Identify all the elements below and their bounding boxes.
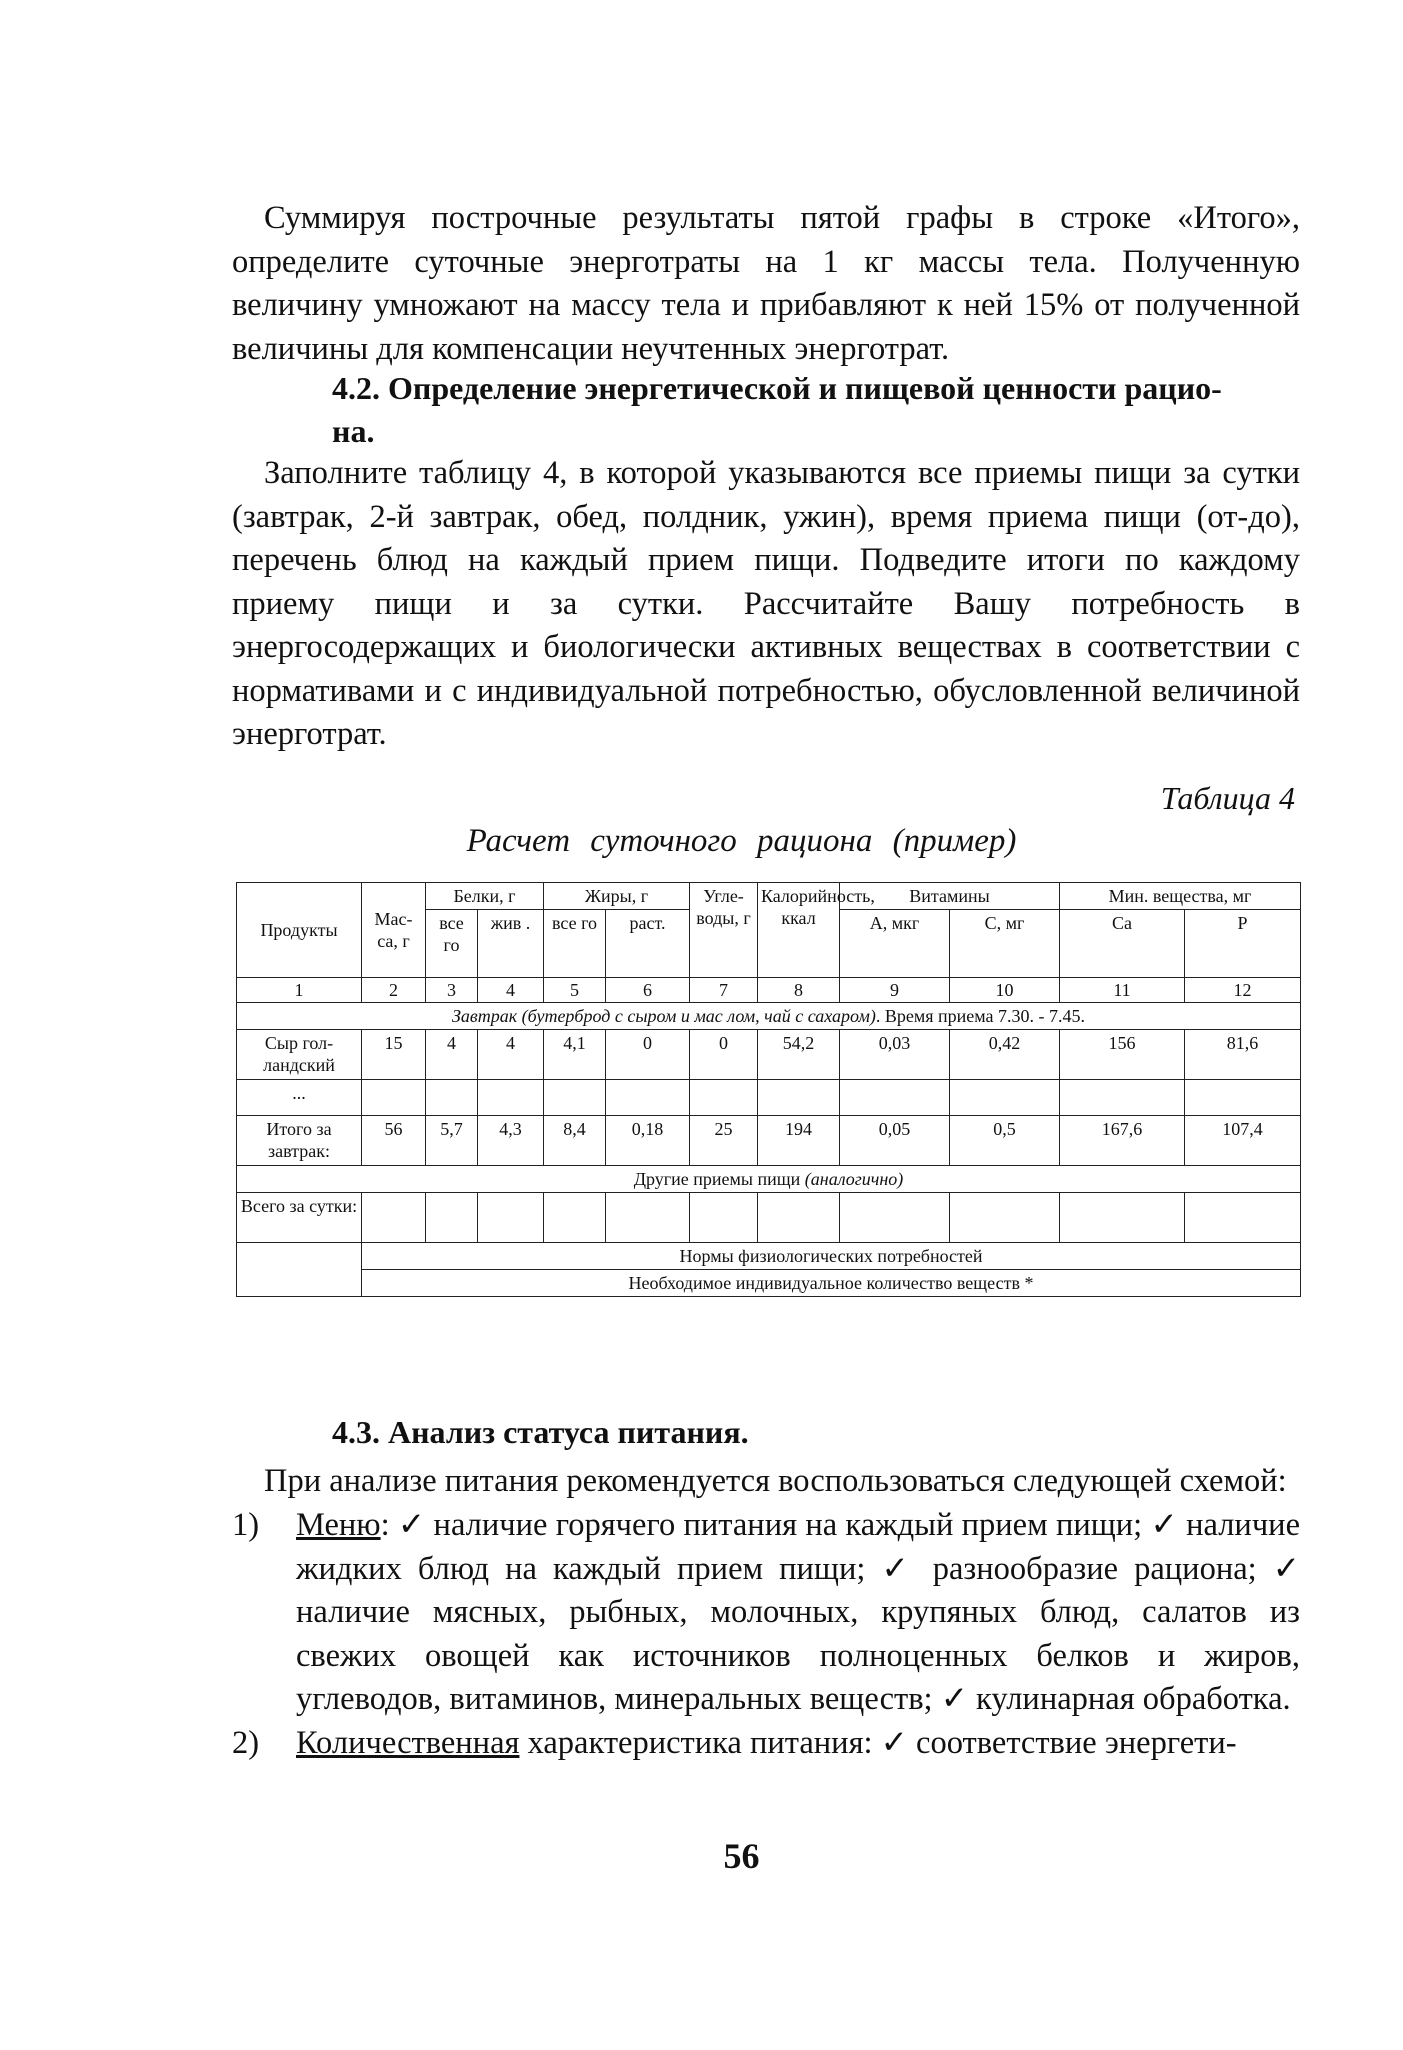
col-num: 9 bbox=[840, 978, 950, 1003]
header-proteins: Белки, г bbox=[426, 883, 544, 910]
cell: 4 bbox=[478, 1030, 544, 1080]
col-num: 6 bbox=[606, 978, 690, 1003]
cell: 56 bbox=[362, 1116, 426, 1166]
cell: 107,4 bbox=[1185, 1116, 1301, 1166]
header-minerals: Мин. вещества, мг bbox=[1060, 883, 1301, 910]
paragraph-2: Заполните таблицу 4, в которой указываются все приемы пищи за сутки (завтрак, 2-й завтрак, обед, полдник, ужин), время приема пищи (от-до), перечень блюд на каждый прием пищи. Подведите итоги по каждому приему пищи и за сутки. Рассчитайте Вашу потребность в энергосодержащих и биологически активных веществах в соответствии с нормативами и с индивидуальной потребностью, обусловленной величиной энерготрат. bbox=[232, 455, 1300, 752]
col-num: 2 bbox=[362, 978, 426, 1003]
cell: Всего за сутки: bbox=[237, 1193, 362, 1243]
norms-row bbox=[237, 1243, 1301, 1270]
individual-caption: Необходимое индивидуальное количество веществ * bbox=[362, 1270, 1301, 1297]
other-meals-caption bbox=[237, 1166, 1301, 1193]
paragraph-1: Суммируя построчные результаты пятой графы в строке «Итого», определите суточные энерготраты на 1 кг массы тела. Полученную величину умножают на массу тела и прибавляют к ней 15% от полученной величины для компенсации неучтенных энерготрат. bbox=[232, 200, 1300, 367]
norms-caption: Нормы физиологических потребностей bbox=[362, 1243, 1301, 1270]
breakfast-time: . Время приема 7.30. - 7.45. bbox=[875, 1006, 1085, 1026]
col-num: 3 bbox=[426, 978, 478, 1003]
header-proteins-animal: жив . bbox=[478, 910, 544, 978]
breakfast-description: Завтрак (бутерброд с сыром и мас лом, чай с сахаром) bbox=[452, 1006, 876, 1026]
header-mass: Мас-са, г bbox=[362, 883, 426, 978]
header-ca: Са bbox=[1060, 910, 1185, 978]
cell: 156 bbox=[1060, 1030, 1185, 1080]
cell: 194 bbox=[758, 1116, 840, 1166]
table-row-cheese bbox=[237, 1030, 1301, 1080]
cell-dots: ... bbox=[237, 1080, 362, 1116]
cell: 5,7 bbox=[426, 1116, 478, 1166]
cell: 25 bbox=[690, 1116, 758, 1166]
other-meals-row bbox=[237, 1166, 1301, 1193]
other-meals-text: Другие приемы пищи bbox=[633, 1169, 801, 1189]
list-item bbox=[232, 1504, 1300, 1722]
cell: 4 bbox=[426, 1030, 478, 1080]
col-num: 11 bbox=[1060, 978, 1185, 1003]
ration-table bbox=[236, 882, 1301, 1297]
list-keyword: Количественная bbox=[296, 1725, 520, 1761]
heading-4-2-line1: 4.2. Определение энергетической и пищевой ценности рацио- bbox=[332, 370, 1222, 406]
paragraph-3: При анализе питания рекомендуется воспользоваться следующей схемой: bbox=[264, 1463, 1287, 1499]
list-body bbox=[296, 1504, 1300, 1722]
list-number: 1) bbox=[232, 1507, 260, 1543]
heading-4-2 bbox=[332, 367, 1292, 453]
header-p: Р bbox=[1185, 910, 1301, 978]
col-num: 4 bbox=[478, 978, 544, 1003]
heading-4-3: 4.3. Анализ статуса питания. bbox=[332, 1414, 749, 1450]
individual-row bbox=[237, 1270, 1301, 1297]
table-row-dots bbox=[237, 1080, 1301, 1116]
header-proteins-total: все го bbox=[426, 910, 478, 978]
col-num: 1 bbox=[237, 978, 362, 1003]
header-fats-plant: раст. bbox=[606, 910, 690, 978]
cell: 0 bbox=[690, 1030, 758, 1080]
header-fats: Жиры, г bbox=[544, 883, 690, 910]
heading-4-2-line2: на. bbox=[332, 413, 375, 449]
cell: 0,5 bbox=[950, 1116, 1060, 1166]
other-meals-note: (аналогично) bbox=[804, 1169, 904, 1189]
table-title: Расчет суточного рациона (пример) bbox=[466, 823, 1017, 859]
header-carbs: Угле-воды, г bbox=[690, 883, 758, 978]
cell: 4,1 bbox=[544, 1030, 606, 1080]
cell: Итого за завтрак: bbox=[237, 1116, 362, 1166]
cell: 0 bbox=[606, 1030, 690, 1080]
page-number: 56 bbox=[723, 1836, 760, 1876]
cell: 0,03 bbox=[840, 1030, 950, 1080]
list-item bbox=[232, 1722, 1300, 1766]
breakfast-caption bbox=[237, 1003, 1301, 1030]
cell: 54,2 bbox=[758, 1030, 840, 1080]
table-number: Таблица 4 bbox=[1160, 780, 1295, 816]
header-fats-total: все го bbox=[544, 910, 606, 978]
col-num: 12 bbox=[1185, 978, 1301, 1003]
list-text: : ✓ наличие горячего питания на каждый прием пищи; ✓ наличие жидких блюд на каждый прием пищи; ✓ разнообразие рациона; ✓ наличие мясных, рыбных, молочных, крупяных блюд, салатов из свежих овощей как источников полноценных белков и жиров, углеводов, витаминов, минеральных веществ; ✓ кулинарная обработка. bbox=[296, 1507, 1300, 1717]
header-vit-c: С, мг bbox=[950, 910, 1060, 978]
col-num: 10 bbox=[950, 978, 1060, 1003]
col-num: 8 bbox=[758, 978, 840, 1003]
cell: Сыр гол-ландский bbox=[237, 1030, 362, 1080]
col-num: 5 bbox=[544, 978, 606, 1003]
cell: 81,6 bbox=[1185, 1030, 1301, 1080]
cell: 167,6 bbox=[1060, 1116, 1185, 1166]
list-text: характеристика питания: ✓ соответствие энергети- bbox=[519, 1725, 1237, 1761]
list-number: 2) bbox=[232, 1725, 260, 1761]
table-row-day-total bbox=[237, 1193, 1301, 1243]
list-keyword: Меню bbox=[296, 1507, 381, 1543]
cell: 8,4 bbox=[544, 1116, 606, 1166]
header-calories: Калорийность, ккал bbox=[758, 883, 840, 978]
header-vit-a: А, мкг bbox=[840, 910, 950, 978]
cell: 15 bbox=[362, 1030, 426, 1080]
table-header-row-1 bbox=[237, 883, 1301, 910]
list-body bbox=[296, 1722, 1300, 1766]
col-num: 7 bbox=[690, 978, 758, 1003]
table-row-total bbox=[237, 1116, 1301, 1166]
header-vitamins: Витамины bbox=[840, 883, 1060, 910]
cell: 4,3 bbox=[478, 1116, 544, 1166]
column-number-row bbox=[237, 978, 1301, 1003]
header-products: Продукты bbox=[237, 883, 362, 978]
cell: 0,18 bbox=[606, 1116, 690, 1166]
breakfast-row bbox=[237, 1003, 1301, 1030]
cell: 0,42 bbox=[950, 1030, 1060, 1080]
cell: 0,05 bbox=[840, 1116, 950, 1166]
